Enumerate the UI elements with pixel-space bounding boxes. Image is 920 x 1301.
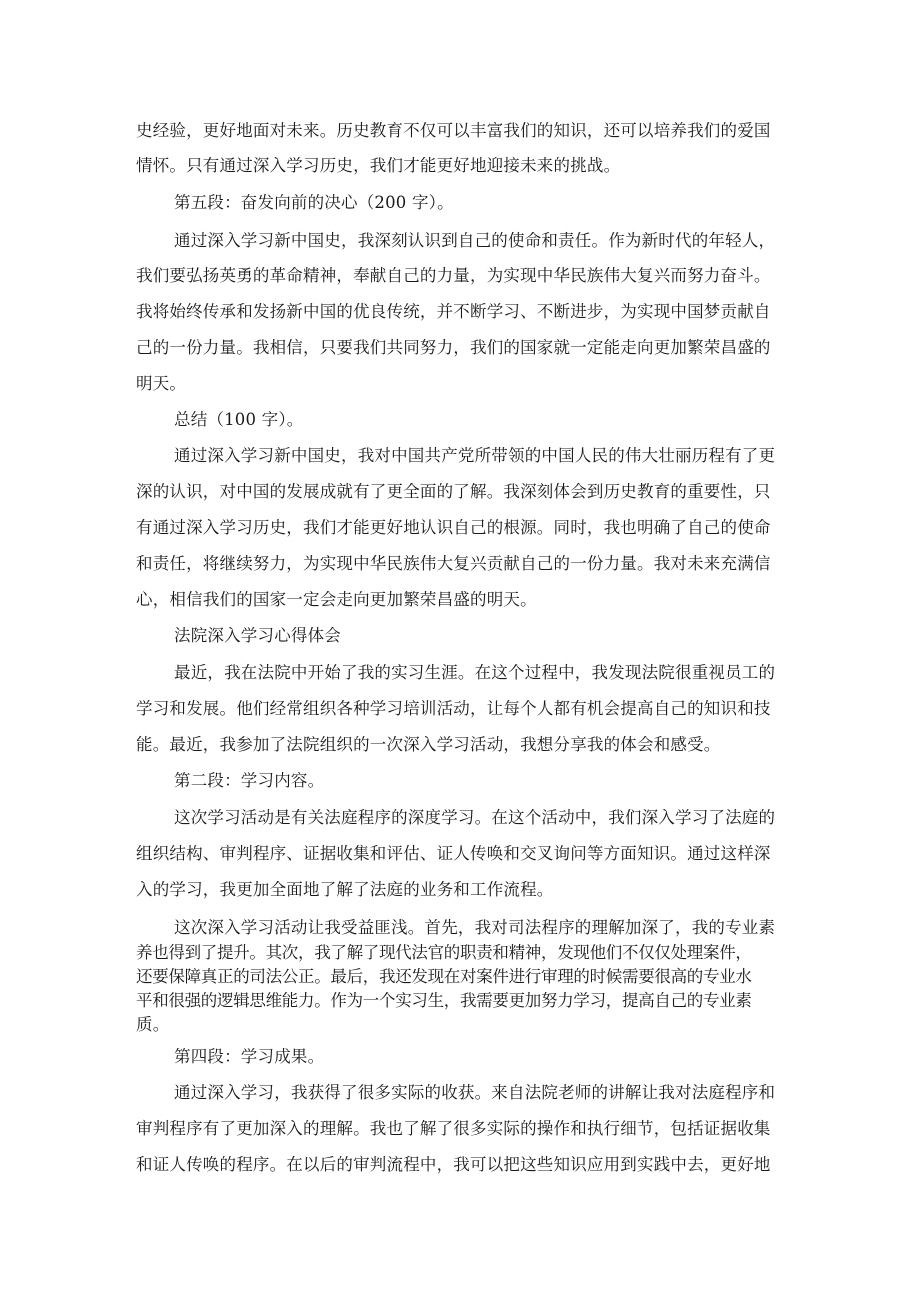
text-line: 第二段：学习内容。 <box>174 771 325 790</box>
text-line: 和责任，将继续努力，为实现中华民族伟大复兴贡献自己的一份力量。我对未来充满信 <box>136 554 771 573</box>
text-line: 通过深入学习新中国史，我对中国共产党所带领的中国人民的伟大壮丽历程有了更 <box>174 446 776 465</box>
text-line: 学习和发展。他们经常组织各种学习培训活动，让每个人都有机会提高自己的知识和技 <box>136 699 771 718</box>
text-line: 这次学习活动是有关法庭程序的深度学习。在这个活动中，我们深入学习了法庭的 <box>174 808 776 827</box>
text-line: 组织结构、审判程序、证据收集和评估、证人传唤和交叉询问等方面知识。通过这样深 <box>136 844 771 863</box>
text-line: 质。 <box>136 1015 170 1034</box>
text-line: 养也得到了提升。其次，我了解了现代法官的职责和精神，发现他们不仅仅处理案件， <box>136 943 752 962</box>
text-line: 第四段：学习成果。 <box>174 1047 325 1066</box>
text-line: 心，相信我们的国家一定会走向更加繁荣昌盛的明天。 <box>136 590 537 609</box>
text-line: 法院深入学习心得体会 <box>174 626 341 645</box>
text-line: 还要保障真正的司法公正。最后，我还发现在对案件进行审理的时候需要很高的专业水 <box>136 967 752 986</box>
text-line: 平和很强的逻辑思维能力。作为一个实习生，我需要更加努力学习，提高自己的专业素 <box>136 991 752 1010</box>
text-line: 第五段：奋发向前的决心（200 字）。 <box>174 193 454 212</box>
text-line: 审判程序有了更加深入的理解。我也了解了很多实际的操作和执行细节，包括证据收集 <box>136 1119 771 1138</box>
text-line: 我将始终传承和发扬新中国的优良传统，并不断学习、不断进步，为实现中国梦贡献自 <box>136 302 771 321</box>
text-line: 己的一份力量。我相信，只要我们共同努力，我们的国家就一定能走向更加繁荣昌盛的 <box>136 338 771 357</box>
text-line: 通过深入学习新中国史，我深刻认识到自己的使命和责任。作为新时代的年轻人， <box>174 231 776 250</box>
text-line: 总结（100 字）。 <box>174 410 304 429</box>
text-line: 明天。 <box>136 374 187 393</box>
text-line: 深的认识，对中国的发展成就有了更全面的了解。我深刻体会到历史教育的重要性，只 <box>136 482 771 501</box>
text-line: 我们要弘扬英勇的革命精神，奉献自己的力量，为实现中华民族伟大复兴而努力奋斗。 <box>136 266 771 285</box>
text-line: 情怀。只有通过深入学习历史，我们才能更好地迎接未来的挑战。 <box>136 156 621 175</box>
text-line: 有通过深入学习历史，我们才能更好地认识自己的根源。同时，我也明确了自己的使命 <box>136 518 771 537</box>
text-line: 这次深入学习活动让我受益匪浅。首先，我对司法程序的理解加深了，我的专业素 <box>174 918 776 937</box>
text-line: 通过深入学习，我获得了很多实际的收获。来自法院老师的讲解让我对法庭程序和 <box>174 1083 776 1102</box>
text-line: 能。最近，我参加了法院组织的一次深入学习活动，我想分享我的体会和感受。 <box>136 735 721 754</box>
text-line: 最近，我在法院中开始了我的实习生涯。在这个过程中，我发现法院很重视员工的 <box>174 663 776 682</box>
text-line: 入的学习，我更加全面地了解了法庭的业务和工作流程。 <box>136 880 554 899</box>
text-line: 史经验，更好地面对未来。历史教育不仅可以丰富我们的知识，还可以培养我们的爱国 <box>136 121 771 140</box>
text-line: 和证人传唤的程序。在以后的审判流程中，我可以把这些知识应用到实践中去，更好地 <box>136 1155 771 1174</box>
